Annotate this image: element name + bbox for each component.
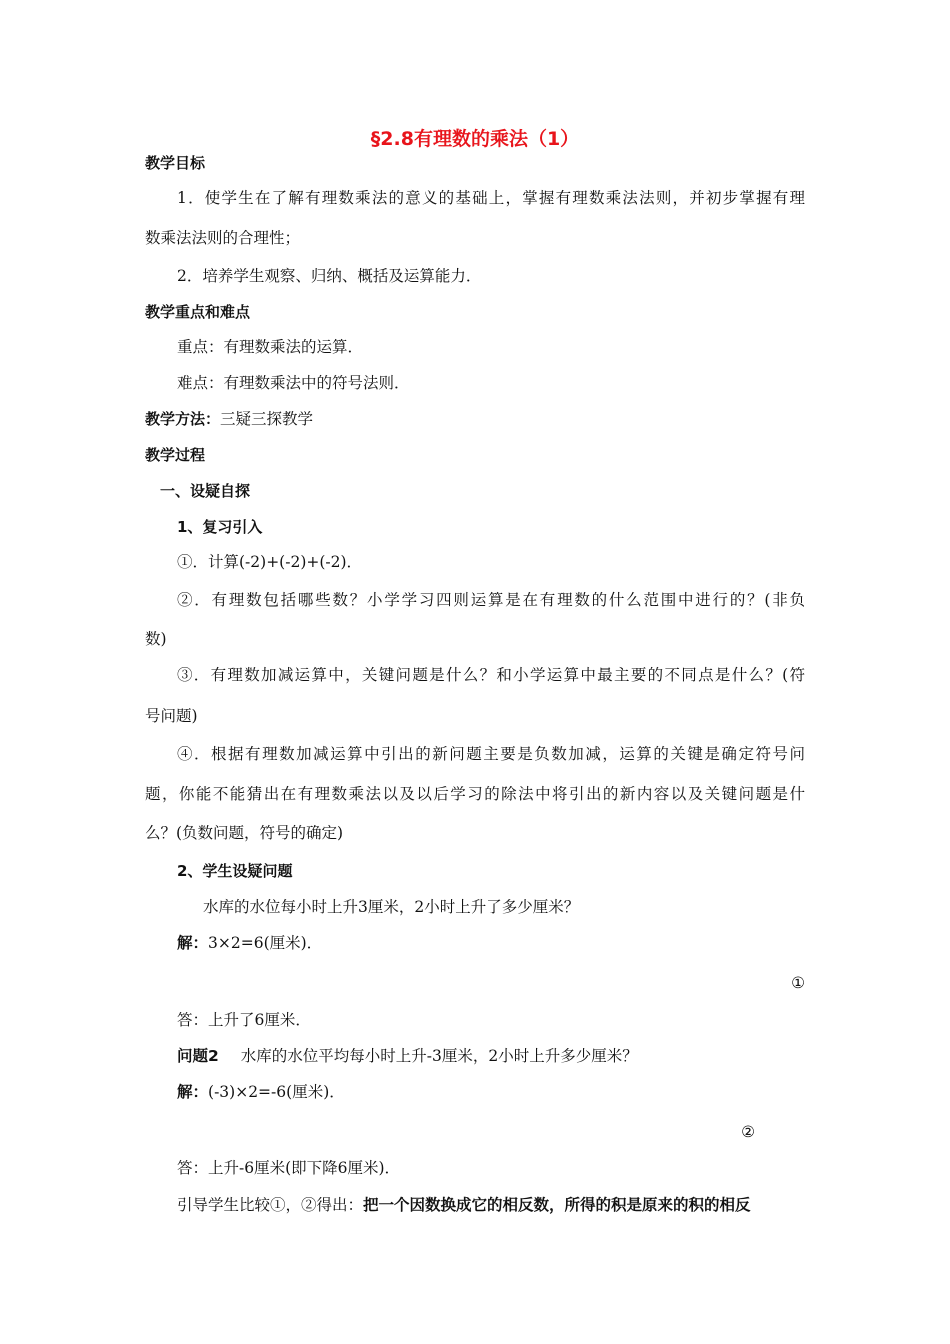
sub-2-heading: 2、学生设疑问题 (177, 862, 293, 880)
comparison-prefix: 引导学生比较①，②得出： (177, 1196, 364, 1214)
answer-1: 答：上升了6厘米． (177, 1011, 311, 1029)
sub-1-heading: 1、复习引入 (177, 518, 263, 536)
solution-1-value: 3×2=6(厘米)． (208, 934, 323, 952)
question-4-line-3: 么？(负数问题，符号的确定) (145, 824, 344, 842)
question-4-line-2: 题，你能不能猜出在有理数乘法以及以后学习的除法中将引出的新内容以及关键问题是什 (145, 785, 805, 803)
key-heading: 教学重点和难点 (145, 303, 251, 321)
problem-2 (177, 1046, 638, 1066)
question-3-line-1: ③．有理数加减运算中，关键问题是什么？和小学运算中最主要的不同点是什么？(符 (177, 666, 805, 684)
goal-1-line-1: 1．使学生在了解有理数乘法的意义的基础上，掌握有理数乘法法则，并初步掌握有理 (177, 189, 805, 207)
problem-1: 水库的水位每小时上升3厘米，2小时上升了多少厘米？ (203, 898, 580, 916)
comparison-line (177, 1195, 751, 1215)
goal-1-line-2: 数乘法法则的合理性； (145, 229, 301, 247)
question-2-line-2: 数) (145, 630, 167, 648)
solution-2 (177, 1082, 345, 1102)
method-value: 三疑三探教学 (220, 410, 314, 428)
process-heading: 教学过程 (145, 446, 206, 464)
question-1: ①．计算(-2)+(-2)+(-2)． (177, 553, 363, 571)
comparison-conclusion: 把一个因数换成它的相反数，所得的积是原来的积的相反 (363, 1196, 751, 1214)
difficult-point: 难点：有理数乘法中的符号法则． (177, 374, 410, 392)
solution-1 (177, 933, 322, 953)
goals-heading: 教学目标 (145, 154, 206, 172)
question-3-line-2: 号问题) (145, 707, 198, 725)
page-title: §2.8有理数的乘法（1） (370, 128, 580, 150)
method-line (145, 409, 313, 429)
solution-2-label: 解： (177, 1083, 209, 1101)
goal-2: 2．培养学生观察、归纳、概括及运算能力． (177, 267, 482, 285)
answer-2: 答：上升-6厘米(即下降6厘米)． (177, 1159, 401, 1177)
method-label: 教学方法： (145, 410, 221, 428)
solution-1-label: 解： (177, 934, 209, 952)
question-4-line-1: ④．根据有理数加减运算中引出的新问题主要是负数加减，运算的关键是确定符号问 (177, 745, 805, 763)
key-point: 重点：有理数乘法的运算． (177, 338, 364, 356)
problem-2-text: 水库的水位平均每小时上升-3厘米，2小时上升多少厘米？ (240, 1047, 638, 1065)
equation-mark-2: ② (741, 1123, 755, 1141)
problem-2-label: 问题2 (177, 1047, 219, 1065)
question-2-line-1: ②．有理数包括哪些数？小学学习四则运算是在有理数的什么范围中进行的？(非负 (177, 591, 805, 609)
equation-mark-1: ① (791, 974, 805, 992)
part-1-heading: 一、设疑自探 (160, 482, 251, 500)
solution-2-value: (-3)×2=-6(厘米)． (208, 1083, 345, 1101)
